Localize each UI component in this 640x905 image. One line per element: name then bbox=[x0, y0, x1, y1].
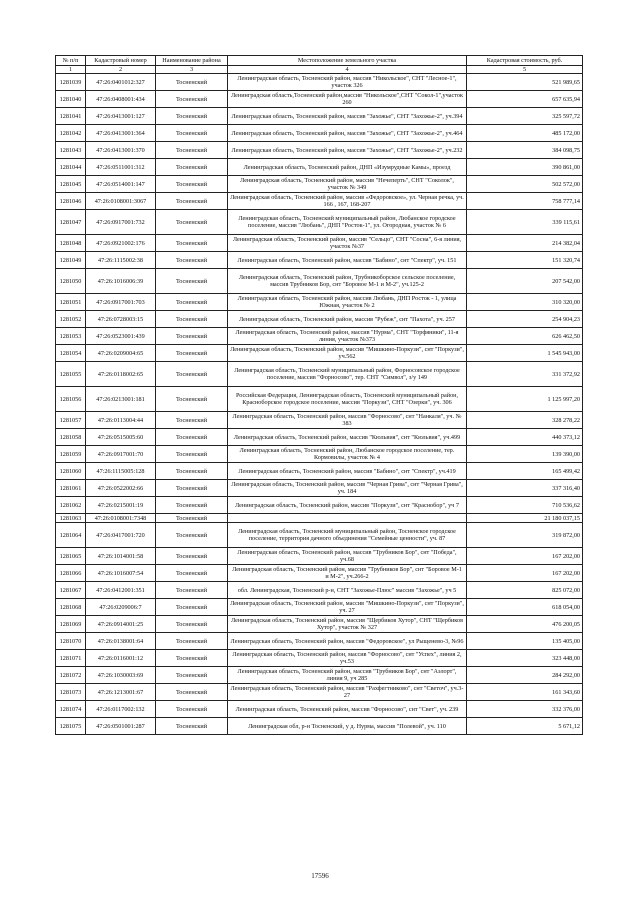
table-row bbox=[56, 548, 583, 565]
col-number-1: 1 bbox=[56, 66, 86, 74]
location: Ленинградская область, Тосненский муниципальный район, Форносовское городское поселение, массив "Форносово", тер. СНТ "Символ", з/у 149 bbox=[228, 362, 467, 387]
row-number: 1281066 bbox=[56, 565, 86, 582]
cadastral-number: 47:26:0108001:7348 bbox=[86, 514, 156, 523]
table-row bbox=[56, 667, 583, 684]
table-row bbox=[56, 650, 583, 667]
table-row bbox=[56, 362, 583, 387]
table-row bbox=[56, 565, 583, 582]
cadastral-value: 165 499,42 bbox=[467, 463, 583, 480]
cadastral-number: 47:26:1014001:58 bbox=[86, 548, 156, 565]
row-number: 1281049 bbox=[56, 252, 86, 269]
row-number: 1281056 bbox=[56, 387, 86, 412]
row-number: 1281042 bbox=[56, 125, 86, 142]
district-name: Тосненский bbox=[156, 480, 228, 497]
row-number: 1281074 bbox=[56, 701, 86, 718]
cadastral-number: 47:26:0408001:434 bbox=[86, 91, 156, 108]
district-name: Тосненский bbox=[156, 429, 228, 446]
row-number: 1281068 bbox=[56, 599, 86, 616]
column-number-row bbox=[56, 66, 583, 74]
location: Ленинградская область, Тосненский район, массив "Сельцо", СНТ "Сосна", 6-я линия, участок №37 bbox=[228, 235, 467, 252]
location: Ленинградская обл, р-н Тосненский, у д. Нурма, массив "Полевой", уч. 110 bbox=[228, 718, 467, 735]
row-number: 1281072 bbox=[56, 667, 86, 684]
row-number: 1281059 bbox=[56, 446, 86, 463]
cadastral-number: 47:26:0209006:7 bbox=[86, 599, 156, 616]
cadastral-value: 332 376,00 bbox=[467, 701, 583, 718]
table-row bbox=[56, 294, 583, 311]
district-name: Тосненский bbox=[156, 463, 228, 480]
row-number: 1281067 bbox=[56, 582, 86, 599]
cadastral-value: 319 872,00 bbox=[467, 523, 583, 548]
cadastral-value: 135 405,00 bbox=[467, 633, 583, 650]
cadastral-value: 476 200,05 bbox=[467, 616, 583, 633]
row-number: 1281058 bbox=[56, 429, 86, 446]
cadastral-number: 47:26:1030003:69 bbox=[86, 667, 156, 684]
col-number-5: 5 bbox=[467, 66, 583, 74]
cadastral-value: 502 572,00 bbox=[467, 176, 583, 193]
district-name: Тосненский bbox=[156, 362, 228, 387]
location: Ленинградская область, Тосненский район, массив "Никольское", СНТ "Лесное-1", участок 326 bbox=[228, 74, 467, 91]
row-number: 1281040 bbox=[56, 91, 86, 108]
row-number: 1281071 bbox=[56, 650, 86, 667]
location: Ленинградская область, Тосненский район, массив Любань, ДНП Росток - 1, улица Южная, участок № 2 bbox=[228, 294, 467, 311]
row-number: 1281050 bbox=[56, 269, 86, 294]
cadastral-number: 47:26:0118002:65 bbox=[86, 362, 156, 387]
col-number-4: 4 bbox=[228, 66, 467, 74]
table-row bbox=[56, 176, 583, 193]
table-row bbox=[56, 235, 583, 252]
cadastral-value: 5 671,12 bbox=[467, 718, 583, 735]
table-row bbox=[56, 616, 583, 633]
cadastral-number: 47:26:0113004:44 bbox=[86, 412, 156, 429]
table-row bbox=[56, 446, 583, 463]
district-name: Тосненский bbox=[156, 523, 228, 548]
page-number: 17596 bbox=[311, 872, 329, 880]
cadastral-value: 331 372,92 bbox=[467, 362, 583, 387]
row-number: 1281039 bbox=[56, 74, 86, 91]
district-name: Тосненский bbox=[156, 74, 228, 91]
cadastral-value: 626 462,50 bbox=[467, 328, 583, 345]
cadastral-number: 47:26:0917001:70 bbox=[86, 446, 156, 463]
district-name: Тосненский bbox=[156, 565, 228, 582]
cadastral-value: 284 292,00 bbox=[467, 667, 583, 684]
table-row bbox=[56, 159, 583, 176]
cadastral-number: 47:26:1115002:38 bbox=[86, 252, 156, 269]
cadastral-number: 47:26:0921002:176 bbox=[86, 235, 156, 252]
cadastral-value: 323 448,00 bbox=[467, 650, 583, 667]
district-name: Тосненский bbox=[156, 252, 228, 269]
location: Ленинградская область, Тосненский район, массив "Федоровское", ул Рыщенево-3, №96 bbox=[228, 633, 467, 650]
district-name: Тосненский bbox=[156, 311, 228, 328]
district-name: Тосненский bbox=[156, 412, 228, 429]
cadastral-number: 47:26:0209004:65 bbox=[86, 345, 156, 362]
cadastral-number: 47:26:0728003:15 bbox=[86, 311, 156, 328]
location: Ленинградская область, Тосненский район, массив "Черная Грива", снт "Черная Грива", уч. 184 bbox=[228, 480, 467, 497]
district-name: Тосненский bbox=[156, 684, 228, 701]
cadastral-value: 161 343,60 bbox=[467, 684, 583, 701]
row-number: 1281041 bbox=[56, 108, 86, 125]
location: Ленинградская область, Тосненский район, массив "Рахфегтниково", снт "Светоч", уч.3-27 bbox=[228, 684, 467, 701]
row-number: 1281075 bbox=[56, 718, 86, 735]
table-row bbox=[56, 701, 583, 718]
row-number: 1281053 bbox=[56, 328, 86, 345]
district-name: Тосненский bbox=[156, 210, 228, 235]
row-number: 1281060 bbox=[56, 463, 86, 480]
cadastral-value: 254 904,23 bbox=[467, 311, 583, 328]
row-number: 1281064 bbox=[56, 523, 86, 548]
row-number: 1281046 bbox=[56, 193, 86, 210]
location: Ленинградская область, Тосненский район, массив "Бабино", снт "Спектр", уч. 151 bbox=[228, 252, 467, 269]
cadastral-value: 758 777,14 bbox=[467, 193, 583, 210]
cadastral-number: 47:26:0108001:3067 bbox=[86, 193, 156, 210]
cadastral-value: 139 390,00 bbox=[467, 446, 583, 463]
district-name: Тосненский bbox=[156, 294, 228, 311]
cadastral-value: 1 125 997,20 bbox=[467, 387, 583, 412]
table-row bbox=[56, 74, 583, 91]
table-row bbox=[56, 328, 583, 345]
location: Ленинградская область, Тосненский район, массив "Захожье", СНТ "Захожье-2", уч.232 bbox=[228, 142, 467, 159]
cadastral-value: 485 172,00 bbox=[467, 125, 583, 142]
row-number: 1281061 bbox=[56, 480, 86, 497]
table-row bbox=[56, 633, 583, 650]
cadastral-value: 310 320,00 bbox=[467, 294, 583, 311]
row-number: 1281045 bbox=[56, 176, 86, 193]
location: Ленинградская область, Тосненский район, массив "Нечеперть", СНТ "Соколок", участок № 349 bbox=[228, 176, 467, 193]
row-number: 1281062 bbox=[56, 497, 86, 514]
header-num: № п/п bbox=[56, 56, 86, 66]
cadastral-number: 47:26:0515005:60 bbox=[86, 429, 156, 446]
district-name: Тосненский bbox=[156, 582, 228, 599]
cadastral-value: 167 202,00 bbox=[467, 548, 583, 565]
cadastral-value: 207 542,00 bbox=[467, 269, 583, 294]
district-name: Тосненский bbox=[156, 91, 228, 108]
location: Ленинградская область, Тосненский район, Любанское городское поселение, тер. Кормовилы, участок № 4 bbox=[228, 446, 467, 463]
table-row bbox=[56, 252, 583, 269]
location: Ленинградская область, Тосненский район, массив "Нурма", СНТ "Торфяники", 11-я линия, участок №373 bbox=[228, 328, 467, 345]
cadastral-value: 337 316,40 bbox=[467, 480, 583, 497]
district-name: Тосненский bbox=[156, 701, 228, 718]
location: Ленинградская область, Тосненский район, массив "Захожье", СНТ "Захожье-2", уч.394 bbox=[228, 108, 467, 125]
location: Ленинградская область, Тосненский район, массив "Рубеж", снт "Пахота", уч. 257 bbox=[228, 311, 467, 328]
location: Российская Федерация, Ленинградская область, Тосненский муниципальный район, Красноборское городское поселение, массив "Поркузи", СНТ "Озерки", уч. 306 bbox=[228, 387, 467, 412]
cadastral-number: 47:26:0138001:64 bbox=[86, 633, 156, 650]
location: Ленинградская область, Тосненский район, массив "Форносово", снт "Нанкаля", уч. № 383 bbox=[228, 412, 467, 429]
district-name: Тосненский bbox=[156, 497, 228, 514]
cadastral-number: 47:26:0412001:351 bbox=[86, 582, 156, 599]
cadastral-number: 47:26:0213001:181 bbox=[86, 387, 156, 412]
location bbox=[228, 514, 467, 523]
row-number: 1281069 bbox=[56, 616, 86, 633]
table-row bbox=[56, 345, 583, 362]
table-row bbox=[56, 497, 583, 514]
cadastral-number: 47:26:0917001:703 bbox=[86, 294, 156, 311]
location: Ленинградская область, Тосненский район, массив "Трубников Бор", снт "Аэлорт", линия 9, уч 285 bbox=[228, 667, 467, 684]
row-number: 1281052 bbox=[56, 311, 86, 328]
row-number: 1281070 bbox=[56, 633, 86, 650]
district-name: Тосненский bbox=[156, 235, 228, 252]
table-row bbox=[56, 582, 583, 599]
location: Ленинградская область, Тосненский район, массив "Мишкино-Поркузи", снт "Поркузи", уч.562 bbox=[228, 345, 467, 362]
cadastral-value: 618 054,00 bbox=[467, 599, 583, 616]
table-row bbox=[56, 269, 583, 294]
header-value: Кадастровая стоимость, руб. bbox=[467, 56, 583, 66]
table-row bbox=[56, 193, 583, 210]
cadastral-number: 47:26:1115005:128 bbox=[86, 463, 156, 480]
district-name: Тосненский bbox=[156, 599, 228, 616]
header-location: Местоположение земельного участка bbox=[228, 56, 467, 66]
row-number: 1281073 bbox=[56, 684, 86, 701]
district-name: Тосненский bbox=[156, 446, 228, 463]
cadastral-value: 1 545 943,00 bbox=[467, 345, 583, 362]
location: Ленинградская область, Тосненский район, массив "Кюльвия", снт "Кюльвия", уч.499 bbox=[228, 429, 467, 446]
cadastral-number: 47:26:0413001:370 bbox=[86, 142, 156, 159]
row-number: 1281057 bbox=[56, 412, 86, 429]
cadastral-value: 339 115,61 bbox=[467, 210, 583, 235]
cadastral-number: 47:26:0117002:132 bbox=[86, 701, 156, 718]
cadastral-value: 214 382,04 bbox=[467, 235, 583, 252]
cadastral-number: 47:26:0215001:19 bbox=[86, 497, 156, 514]
cadastral-number: 47:26:0514001:147 bbox=[86, 176, 156, 193]
cadastral-number: 47:26:0501001:287 bbox=[86, 718, 156, 735]
cadastral-number: 47:26:1016007:54 bbox=[86, 565, 156, 582]
cadastral-number: 47:26:0413001:127 bbox=[86, 108, 156, 125]
col-number-2: 2 bbox=[86, 66, 156, 74]
cadastral-value: 710 536,62 bbox=[467, 497, 583, 514]
location: Ленинградская область, Тосненский район, массив "Форносово", снт "Свет", уч. 239 bbox=[228, 701, 467, 718]
table-row bbox=[56, 480, 583, 497]
row-number: 1281065 bbox=[56, 548, 86, 565]
cadastral-number: 47:26:0914001:25 bbox=[86, 616, 156, 633]
table-body bbox=[56, 74, 583, 735]
location: Ленинградская область, Тосненский район, массив "Захожье", СНТ "Захожье-2", уч.464 bbox=[228, 125, 467, 142]
cadastral-value: 390 861,00 bbox=[467, 159, 583, 176]
district-name: Тосненский bbox=[156, 718, 228, 735]
table-row bbox=[56, 387, 583, 412]
district-name: Тосненский bbox=[156, 159, 228, 176]
location: Ленинградская область, Тосненский муниципальный район, Тосненское городское поселение, территория дачного объединения "Семейные ценности", уч. 87 bbox=[228, 523, 467, 548]
district-name: Тосненский bbox=[156, 269, 228, 294]
cadastral-number: 47:26:1213001:67 bbox=[86, 684, 156, 701]
cadastral-value: 325 597,72 bbox=[467, 108, 583, 125]
location: Ленинградская область, Тосненский район, массив «Федоровское», ул. Черная речка, уч. 166 , 167, 168-207 bbox=[228, 193, 467, 210]
location: Ленинградская область, Тосненский район, массив "Трубников Бор", снт "Победа", уч.68 bbox=[228, 548, 467, 565]
district-name: Тосненский bbox=[156, 387, 228, 412]
cadastral-number: 47:26:0917001:732 bbox=[86, 210, 156, 235]
cadastral-number: 47:26:0511001:312 bbox=[86, 159, 156, 176]
table-row bbox=[56, 718, 583, 735]
table-row bbox=[56, 463, 583, 480]
header-kad: Кадастровый номер bbox=[86, 56, 156, 66]
cadastral-value: 151 320,74 bbox=[467, 252, 583, 269]
location: Ленинградская область, Тосненский район, массив "Трубников Бор", снт "Боровое М-1 и М-2", уч.266-2 bbox=[228, 565, 467, 582]
location: Ленинградская область, Тосненский муниципальный район, Любанское городское поселение, массив "Любань", ДНП "Росток-1", ул. Огородная, участок № 6 bbox=[228, 210, 467, 235]
district-name: Тосненский bbox=[156, 176, 228, 193]
district-name: Тосненский bbox=[156, 193, 228, 210]
row-number: 1281051 bbox=[56, 294, 86, 311]
cadastral-value: 328 278,22 bbox=[467, 412, 583, 429]
row-number: 1281047 bbox=[56, 210, 86, 235]
cadastral-value: 657 635,94 bbox=[467, 91, 583, 108]
table-row bbox=[56, 311, 583, 328]
district-name: Тосненский bbox=[156, 108, 228, 125]
cadastral-value-table bbox=[55, 55, 583, 735]
cadastral-number: 47:26:0413001:364 bbox=[86, 125, 156, 142]
row-number: 1281063 bbox=[56, 514, 86, 523]
table-row bbox=[56, 684, 583, 701]
cadastral-value: 440 373,12 bbox=[467, 429, 583, 446]
district-name: Тосненский bbox=[156, 125, 228, 142]
district-name: Тосненский bbox=[156, 328, 228, 345]
district-name: Тосненский bbox=[156, 650, 228, 667]
location: Ленинградская область,Тосненский район,массив "Никольское",СНТ "Сокол-1",участок 260 bbox=[228, 91, 467, 108]
location: Ленинградская область, Тосненский район, массив "Поркузи", снт "Краснобор", уч 7 bbox=[228, 497, 467, 514]
col-number-3: 3 bbox=[156, 66, 228, 74]
table-row bbox=[56, 108, 583, 125]
location: Ленинградская область, Тосненский район, массив "Форносово", снт "Успех", линия 2, уч.53 bbox=[228, 650, 467, 667]
location: Ленинградская область, Тосненский район, ДНП «Изумрудные Камы», проезд bbox=[228, 159, 467, 176]
table-row bbox=[56, 125, 583, 142]
cadastral-value: 384 098,75 bbox=[467, 142, 583, 159]
table-row bbox=[56, 91, 583, 108]
cadastral-number: 47:26:0523001:439 bbox=[86, 328, 156, 345]
table-row bbox=[56, 142, 583, 159]
district-name: Тосненский bbox=[156, 345, 228, 362]
cadastral-number: 47:26:0116001:12 bbox=[86, 650, 156, 667]
cadastral-value: 521 989,65 bbox=[467, 74, 583, 91]
table-row bbox=[56, 210, 583, 235]
district-name: Тосненский bbox=[156, 633, 228, 650]
location: обл. Ленинградская, Тосненский р-н, СНТ "Захожье-Плюс" массив "Захожье", уч 5 bbox=[228, 582, 467, 599]
cadastral-value: 825 072,00 bbox=[467, 582, 583, 599]
header-row bbox=[56, 56, 583, 66]
district-name: Тосненский bbox=[156, 142, 228, 159]
cadastral-number: 47:26:0522002:66 bbox=[86, 480, 156, 497]
row-number: 1281043 bbox=[56, 142, 86, 159]
cadastral-value: 167 202,00 bbox=[467, 565, 583, 582]
table-row bbox=[56, 523, 583, 548]
location: Ленинградская область, Тосненский район, массив "Щербиков Хутор", СНТ "Щербиков Хутор", участок № 327 bbox=[228, 616, 467, 633]
cadastral-value: 21 180 037,15 bbox=[467, 514, 583, 523]
district-name: Тосненский bbox=[156, 514, 228, 523]
table-row bbox=[56, 412, 583, 429]
row-number: 1281048 bbox=[56, 235, 86, 252]
district-name: Тосненский bbox=[156, 667, 228, 684]
cadastral-number: 47:26:0401012:327 bbox=[86, 74, 156, 91]
location: Ленинградская область, Тосненский район, массив "Мишкино-Поркузи", снт "Поркузи", уч. 27 bbox=[228, 599, 467, 616]
table-row bbox=[56, 514, 583, 523]
row-number: 1281044 bbox=[56, 159, 86, 176]
header-raion: Наименование района bbox=[156, 56, 228, 66]
table-row bbox=[56, 599, 583, 616]
district-name: Тосненский bbox=[156, 616, 228, 633]
cadastral-number: 47:26:1016006:39 bbox=[86, 269, 156, 294]
row-number: 1281055 bbox=[56, 362, 86, 387]
location: Ленинградская область, Тосненский район, массив "Бабино", снт "Спектр", уч.419 bbox=[228, 463, 467, 480]
district-name: Тосненский bbox=[156, 548, 228, 565]
row-number: 1281054 bbox=[56, 345, 86, 362]
table-row bbox=[56, 429, 583, 446]
location: Ленинградская область, Тосненский район, Трубникоборское сельское поселение, массив Трубников Бор, снт "Боровое М-1 и М-2", уч.125-2 bbox=[228, 269, 467, 294]
cadastral-number: 47:26:0417001:720 bbox=[86, 523, 156, 548]
